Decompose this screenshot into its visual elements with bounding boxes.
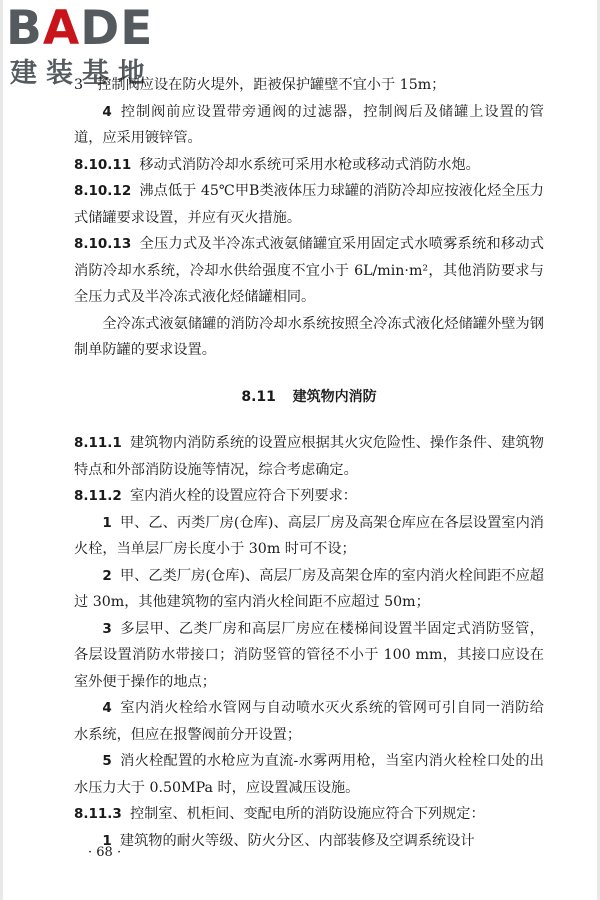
logo-letter-a: A <box>42 1 81 56</box>
clause <box>74 178 544 231</box>
paragraph-text: 建筑物的耐火等级、防火分区、内部装修及空调系统设计 <box>119 832 475 849</box>
paragraph-text: 室内消火栓的设置应符合下列要求： <box>129 488 357 504</box>
item-number: 4 <box>102 103 112 120</box>
clause <box>74 231 544 311</box>
paragraph-text: 移动式消防冷却水系统可采用水枪或移动式消防水炮。 <box>139 156 480 173</box>
paragraph-continuation <box>74 72 544 99</box>
list-item <box>74 748 544 801</box>
clause-number: 8.10.11 <box>74 156 132 173</box>
section-heading <box>74 384 544 411</box>
list-item <box>74 828 544 855</box>
page-edge-left <box>0 0 3 900</box>
paragraph-text: 建筑物内消防系统的设置应根据其火灾危险性、操作条件、建筑物特点和外部消防设施等情况，综合考虑确定。 <box>74 435 544 478</box>
list-item <box>74 616 544 696</box>
paragraph-text: 甲、乙类厂房(仓库)、高层厂房及高架仓库的室内消火栓间距不应超过 30m，其他建筑物的室内消火栓间距不应超过 50m； <box>74 567 544 610</box>
logo-wordmark <box>6 2 153 56</box>
clause-number: 8.10.13 <box>74 236 132 252</box>
clause-number: 8.10.12 <box>74 183 132 199</box>
item-number: 1 <box>102 514 112 531</box>
clause-number: 8.11.2 <box>74 488 122 504</box>
clause <box>74 430 544 483</box>
clause <box>74 801 544 828</box>
paragraph <box>74 311 544 364</box>
section-title: 建筑物内消防 <box>292 388 377 405</box>
list-item <box>74 510 544 563</box>
item-number: 2 <box>102 567 112 584</box>
section-number: 8.11 <box>241 388 276 405</box>
logo-subtitle: 建装基地 <box>10 58 154 89</box>
paragraph-text: 多层甲、乙类厂房和高层厂房应在楼梯间设置半固定式消防竖管，各层设置消防水带接口；消防竖管的管径不小于 100 mm，其接口应设在室外便于操作的地点； <box>74 620 544 690</box>
paragraph-text: 3 控制阀应设在防火堤外，距被保护罐壁不宜小于 15m； <box>74 77 446 93</box>
logo-letter-b: B <box>6 1 43 56</box>
list-item <box>74 99 544 152</box>
clause-number: 8.11.3 <box>74 806 122 822</box>
clause <box>74 152 544 179</box>
page-number: · 68 · <box>88 845 122 860</box>
list-item <box>74 695 544 748</box>
paragraph-text: 消火栓配置的水枪应为直流-水雾两用枪，当室内消火栓栓口处的出水压力大于 0.50MPa 时，应设置减压设施。 <box>74 753 544 796</box>
document-body <box>74 72 544 854</box>
item-number: 3 <box>102 620 112 637</box>
list-item <box>74 563 544 616</box>
paragraph-text: 沸点低于 45℃甲B类液体压力球罐的消防冷却应按液化烃全压力式储罐要求设置，并应有灭火措施。 <box>74 183 544 226</box>
paragraph-text: 甲、乙、丙类厂房(仓库)、高层厂房及高架仓库应在各层设置室内消火栓，当单层厂房长度小于 30m 时可不设； <box>74 514 544 557</box>
paragraph-text: 全压力式及半冷冻式液氨储罐宜采用固定式水喷雾系统和移动式消防冷却水系统，冷却水供给强度不宜小于 6L/min·m²，其他消防要求与全压力式及半冷冻式液化烃储罐相同。 <box>74 236 544 305</box>
paragraph-text: 全冷冻式液氨储罐的消防冷却水系统按照全冷冻式液化烃储罐外壁为钢制单防罐的要求设置。 <box>74 315 544 358</box>
item-number: 1 <box>102 832 112 849</box>
clause <box>74 483 544 510</box>
item-number: 5 <box>102 753 112 769</box>
logo-letters-de: DE <box>80 1 154 56</box>
clause-number: 8.11.1 <box>74 435 122 451</box>
item-number: 4 <box>102 700 112 716</box>
paragraph-text: 控制阀前应设置带旁通阀的过滤器，控制阀后及储罐上设置的管道，应采用镀锌管。 <box>74 103 544 146</box>
paragraph-text: 控制室、机柜间、变配电所的消防设施应符合下列规定： <box>129 806 485 822</box>
paragraph-text: 室内消火栓给水管网与自动喷水灭火系统的管网可引自同一消防给水系统，但应在报警阀前分开设置； <box>74 700 544 743</box>
